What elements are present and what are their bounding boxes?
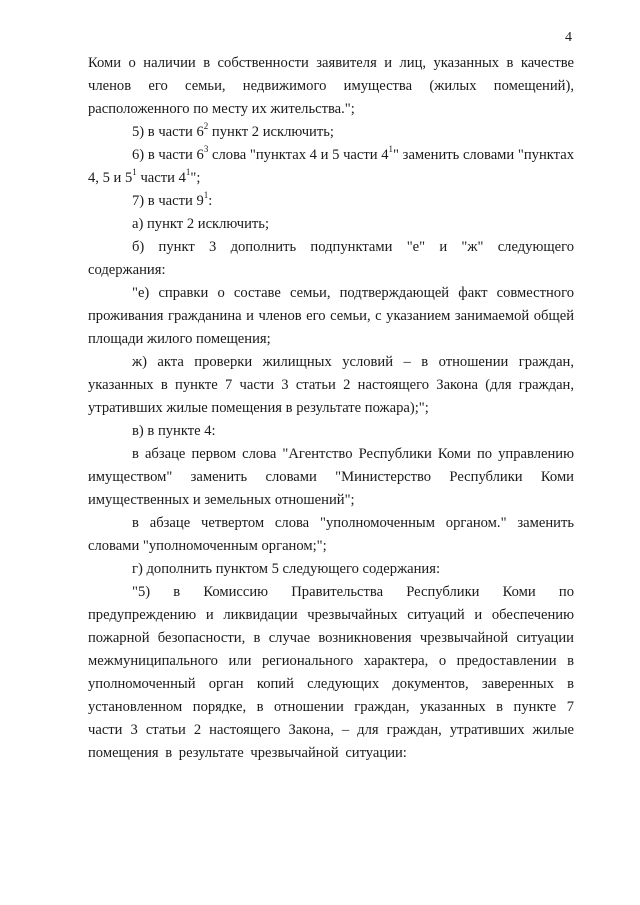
item-7: 7) в части $9^1$: — [132, 190, 213, 209]
paragraph-continuation: Коми о наличии в собственности заявителя и лиц, указанных в качестве членов его семьи, недвижимого имущества (жилых помещений), расположенного по месту их жительства."; — [88, 55, 574, 117]
paragraph-fourth-abzac: в абзаце четвертом слова "уполномоченным органом." заменить словами "уполномоченным органом;"; — [88, 515, 574, 554]
page-number: 4 — [565, 30, 572, 45]
subitem-b: б) пункт 3 дополнить подпунктами "е" и "ж" следующего содержания: — [88, 239, 574, 278]
subpoint-e: "е) справки о составе семьи, подтверждающей факт совместного проживания гражданина и членов его семьи, с указанием занимаемой общей площади жилого помещения; — [88, 285, 574, 347]
subitem-g: г) дополнить пунктом 5 следующего содержания: — [132, 561, 441, 577]
point-5: "5) в Комиссию Правительства Республики Коми по предупреждению и ликвидации чрезвычайных ситуаций и обеспечению пожарной безопасности, в случае возникновения чрезвычайной ситуации межмуниципального или регионального характера, о предоставлении в уполномоченный орган копий следующих документов, заверенных в установленном порядке, в отношении граждан, указанных в пункте 7 части 3 статьи 2 настоящего Закона, – для граждан, утративших жилые помещения в результате чрезвычайной ситуации: — [88, 584, 574, 761]
subitem-a: а) пункт 2 исключить; — [132, 216, 270, 232]
subitem-v: в) в пункте 4: — [132, 423, 216, 439]
item-5: 5) в части $6^2$ пункт 2 исключить; — [132, 121, 334, 140]
document-body — [88, 52, 574, 765]
item-6: 6) в части $6^3$ слова "пунктах 4 и 5 части $4^1$" заменить словами "пунктах 4, 5 и $5^1$ части $4^1$"; — [88, 144, 574, 186]
paragraph-first-abzac: в абзаце первом слова "Агентство Республики Коми по управлению имуществом" заменить словами "Министерство Республики Коми имущественных и земельных отношений"; — [88, 446, 574, 508]
subpoint-zh: ж) акта проверки жилищных условий – в отношении граждан, указанных в пункте 7 части 3 статьи 2 настоящего Закона (для граждан, утративших жилые помещения в результате пожара);"; — [88, 354, 574, 416]
